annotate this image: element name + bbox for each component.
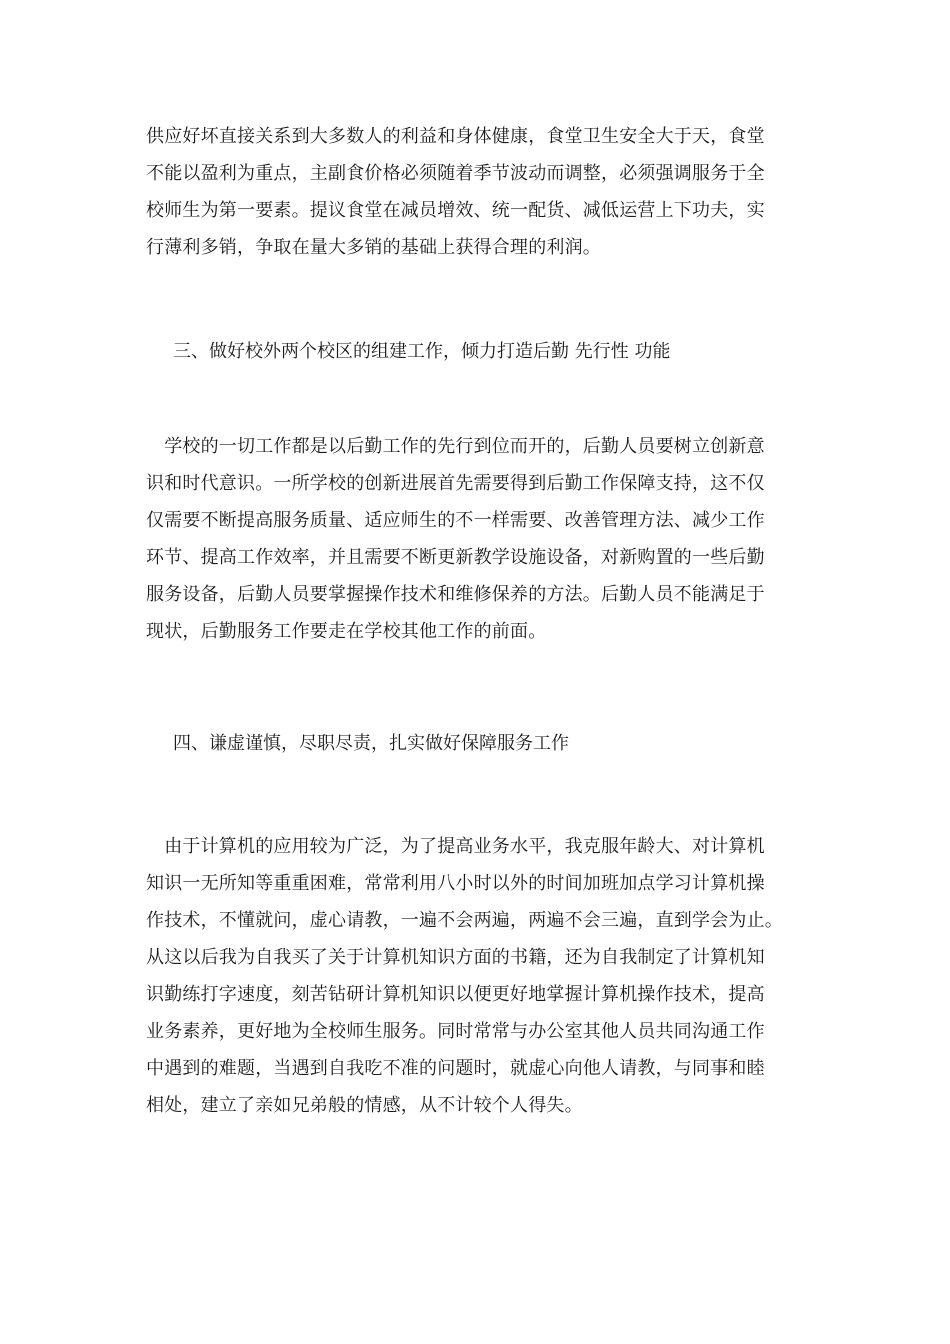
text-line: 行薄利多销，争取在量大多销的基础上获得合理的利润。: [146, 237, 601, 258]
section-heading-3: 三、做好校外两个校区的组建工作，倾力打造后勤 先行性 功能: [173, 341, 671, 362]
text-line: 供应好坏直接关系到大多数人的利益和身体健康，食堂卫生安全大于天，食堂: [146, 126, 765, 147]
text-line: 中遇到的难题，当遇到自我吃不准的问题时，就虚心向他人请教，与同事和睦: [146, 1058, 765, 1079]
text-line: 不能以盈利为重点，主副食价格必须随着季节波动而调整，必须强调服务于全: [146, 163, 765, 184]
text-line: 由于计算机的应用较为广泛，为了提高业务水平，我克服年龄大、对计算机: [146, 836, 765, 857]
text-line: 从这以后我为自我买了关于计算机知识方面的书籍，还为自我制定了计算机知: [146, 947, 765, 968]
paragraph-canteen: [146, 118, 806, 266]
text-line: 相处，建立了亲如兄弟般的情感，从不计较个人得失。: [146, 1095, 583, 1116]
text-line: 作技术，不懂就问，虚心请教，一遍不会两遍，两遍不会三遍，直到学会为止。: [146, 910, 783, 931]
text-line: 现状，后勤服务工作要走在学校其他工作的前面。: [146, 621, 547, 642]
text-line: 仅需要不断提高服务质量、适应师生的不一样需要、改善管理方法、减少工作: [146, 510, 765, 531]
text-line: 知识一无所知等重重困难，常常利用八小时以外的时间加班加点学习计算机操: [146, 873, 765, 894]
paragraph-computer: [146, 828, 806, 1124]
text-line: 业务素养，更好地为全校师生服务。同时常常与办公室其他人员共同沟通工作: [146, 1021, 765, 1042]
text-line: 服务设备，后勤人员要掌握操作技术和维修保养的方法。后勤人员不能满足于: [146, 584, 765, 605]
text-line: 环节、提高工作效率，并且需要不断更新教学设施设备，对新购置的一些后勤: [146, 547, 765, 568]
text-line: 识勤练打字速度，刻苦钻研计算机知识以便更好地掌握计算机操作技术，提高: [146, 984, 765, 1005]
paragraph-logistics: [146, 428, 806, 650]
text-line: 学校的一切工作都是以后勤工作的先行到位而开的，后勤人员要树立创新意: [146, 436, 765, 457]
text-line: 识和时代意识。一所学校的创新进展首先需要得到后勤工作保障支持，这不仅: [146, 473, 765, 494]
section-heading-4: 四、谦虚谨慎，尽职尽责，扎实做好保障服务工作: [173, 733, 569, 754]
text-line: 校师生为第一要素。提议食堂在减员增效、统一配货、减低运营上下功夫，实: [146, 200, 765, 221]
